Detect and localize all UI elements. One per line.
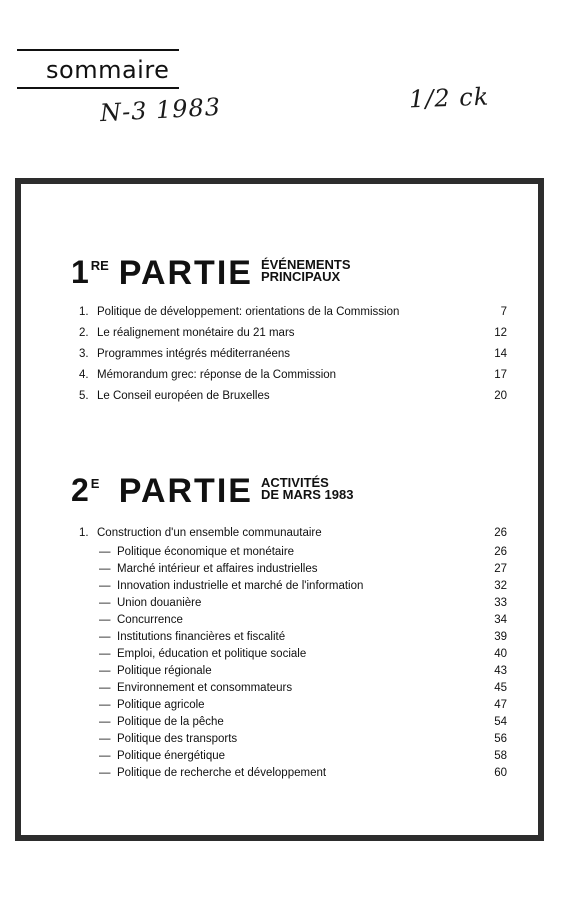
toc-entry-number: 2.: [79, 326, 89, 339]
toc-entry-label: [79, 327, 295, 339]
part2-word: PARTIE: [118, 472, 253, 510]
part2-subtitle: [261, 477, 353, 501]
toc-subentry-label: [79, 631, 285, 643]
part2-subtitle-line2: DE MARS 1983: [260, 487, 354, 502]
toc-entry-number: 3.: [79, 347, 89, 360]
toc-subentry-page: 32: [494, 579, 507, 592]
toc-subentry-title: Politique régionale: [117, 664, 212, 677]
toc-entry-number: 1.: [79, 305, 89, 318]
toc-entry-page: 17: [494, 368, 507, 381]
toc-entry-page: 7: [500, 305, 507, 318]
toc-subentry-page: 45: [494, 681, 507, 694]
top-rule: [17, 49, 179, 51]
toc-subentry[interactable]: [79, 764, 507, 781]
toc-subentry-label: [79, 682, 292, 694]
toc-subentry-title: Politique agricole: [117, 698, 205, 711]
toc-entry-number: 5.: [79, 389, 89, 402]
toc-subentry-dash: —: [99, 579, 111, 592]
toc-subentry[interactable]: [79, 696, 507, 713]
part2-subtitle-line1: ACTIVITÉS: [260, 475, 329, 490]
toc-subentry-dash: —: [99, 545, 111, 558]
toc-subentry-title: Politique économique et monétaire: [117, 545, 295, 558]
part2-toc: [79, 522, 507, 781]
toc-subentry-dash: —: [99, 749, 111, 762]
toc-entry-page: 12: [494, 326, 507, 339]
toc-subentry-dash: —: [99, 647, 111, 660]
toc-subentry[interactable]: [79, 679, 507, 696]
toc-subentry-dash: —: [99, 715, 111, 728]
toc-subentry[interactable]: [79, 645, 507, 662]
toc-subentry-page: 60: [494, 766, 507, 779]
toc-subentry-label: [79, 699, 205, 711]
toc-subentry-label: [79, 648, 306, 660]
page-title: sommaire: [46, 56, 170, 84]
toc-subentry-dash: —: [99, 613, 111, 626]
toc-subentry[interactable]: [79, 730, 507, 747]
toc-subentry[interactable]: [79, 713, 507, 730]
part1-superscript: RE: [90, 258, 109, 273]
toc-subentry-title: Politique de recherche et développement: [117, 766, 327, 779]
toc-subentry-dash: —: [99, 596, 111, 609]
part1-heading: [71, 256, 351, 290]
toc-subentry[interactable]: [79, 662, 507, 679]
toc-subentry-dash: —: [99, 766, 111, 779]
toc-entry-label: [79, 527, 322, 539]
toc-subentry-dash: —: [99, 562, 111, 575]
toc-subentry[interactable]: [79, 611, 507, 628]
toc-entry-number: 1.: [79, 526, 89, 539]
toc-entry-page: 14: [494, 347, 507, 360]
toc-entry-page: 26: [494, 526, 507, 539]
toc-subentry-title: Environnement et consommateurs: [117, 681, 293, 694]
bottom-rule: [17, 87, 179, 89]
toc-subentry-label: [79, 665, 212, 677]
toc-entry-page: 20: [494, 389, 507, 402]
toc-entry-title: Mémorandum grec: réponse de la Commission: [97, 368, 337, 381]
toc-subentry[interactable]: [79, 560, 507, 577]
toc-subentry-title: Institutions financières et fiscalité: [117, 630, 286, 643]
toc-entry-label: [79, 306, 399, 318]
part1-word: PARTIE: [118, 254, 253, 292]
toc-entry-title: Le Conseil européen de Bruxelles: [97, 389, 270, 402]
toc-subentry[interactable]: [79, 543, 507, 560]
toc-subentry-page: 39: [494, 630, 507, 643]
toc-subentry-page: 40: [494, 647, 507, 660]
toc-subentry-label: [79, 614, 183, 626]
toc-subentry-title: Emploi, éducation et politique sociale: [117, 647, 307, 660]
toc-subentry[interactable]: [79, 577, 507, 594]
toc-subentry-title: Politique des transports: [117, 732, 238, 745]
toc-entry[interactable]: [79, 364, 507, 385]
toc-subentry-dash: —: [99, 681, 111, 694]
toc-subentry-label: [79, 546, 294, 558]
contents-frame: [15, 178, 544, 841]
toc-entry[interactable]: [79, 343, 507, 364]
toc-subentry[interactable]: [79, 594, 507, 611]
part2-heading: [71, 474, 353, 508]
toc-subentry-label: [79, 597, 201, 609]
toc-entry-title: Le réalignement monétaire du 21 mars: [97, 326, 295, 339]
toc-subentry-page: 56: [494, 732, 507, 745]
toc-subentry-title: Concurrence: [117, 613, 183, 626]
toc-subentry[interactable]: [79, 628, 507, 645]
toc-subentry-dash: —: [99, 664, 111, 677]
part1-number: 1: [71, 254, 89, 290]
part1-subtitle-line1: ÉVÉNEMENTS: [260, 257, 351, 272]
toc-entry-title: Politique de développement: orientations de la Commission: [97, 305, 400, 318]
toc-subentry-label: [79, 563, 318, 575]
toc-subentry-page: 54: [494, 715, 507, 728]
toc-entry-label: [79, 369, 336, 381]
toc-entry-title: Programmes intégrés méditerranéens: [97, 347, 291, 360]
toc-subentry-page: 58: [494, 749, 507, 762]
handwritten-date: N-3 1983: [99, 92, 222, 128]
toc-subentry-label: [79, 580, 363, 592]
part2-number: 2: [71, 472, 89, 508]
toc-subentry-label: [79, 733, 237, 745]
toc-entry-number: 4.: [79, 368, 89, 381]
toc-entry[interactable]: [79, 385, 507, 406]
toc-subentry-label: [79, 716, 224, 728]
toc-subentry-dash: —: [99, 630, 111, 643]
toc-subentry-dash: —: [99, 698, 111, 711]
toc-entry[interactable]: [79, 322, 507, 343]
toc-entry[interactable]: [79, 301, 507, 322]
toc-subentry-title: Politique énergétique: [117, 749, 226, 762]
toc-subentry-page: 33: [494, 596, 507, 609]
toc-subentry-title: Innovation industrielle et marché de l'information: [117, 579, 364, 592]
handwritten-note: 1/2 ck: [408, 82, 490, 114]
part2-superscript: E: [90, 476, 100, 491]
toc-entry[interactable]: [79, 522, 507, 543]
toc-subentry-dash: —: [99, 732, 111, 745]
toc-subentry-title: Politique de la pêche: [117, 715, 224, 728]
toc-subentry-page: 34: [494, 613, 507, 626]
toc-subentry-page: 43: [494, 664, 507, 677]
toc-entry-label: [79, 348, 290, 360]
part1-toc: [79, 301, 507, 406]
toc-subentry-label: [79, 750, 225, 762]
toc-subentry[interactable]: [79, 747, 507, 764]
part1-subtitle: [261, 259, 351, 283]
toc-subentry-page: 27: [494, 562, 507, 575]
toc-subentry-title: Union douanière: [117, 596, 202, 609]
part1-subtitle-line2: PRINCIPAUX: [260, 269, 341, 284]
toc-subentry-label: [79, 767, 326, 779]
toc-subentry-title: Marché intérieur et affaires industrielles: [117, 562, 318, 575]
toc-entry-label: [79, 390, 270, 402]
toc-entry-title: Construction d'un ensemble communautaire: [97, 526, 322, 539]
toc-subentry-page: 26: [494, 545, 507, 558]
toc-subentry-page: 47: [494, 698, 507, 711]
